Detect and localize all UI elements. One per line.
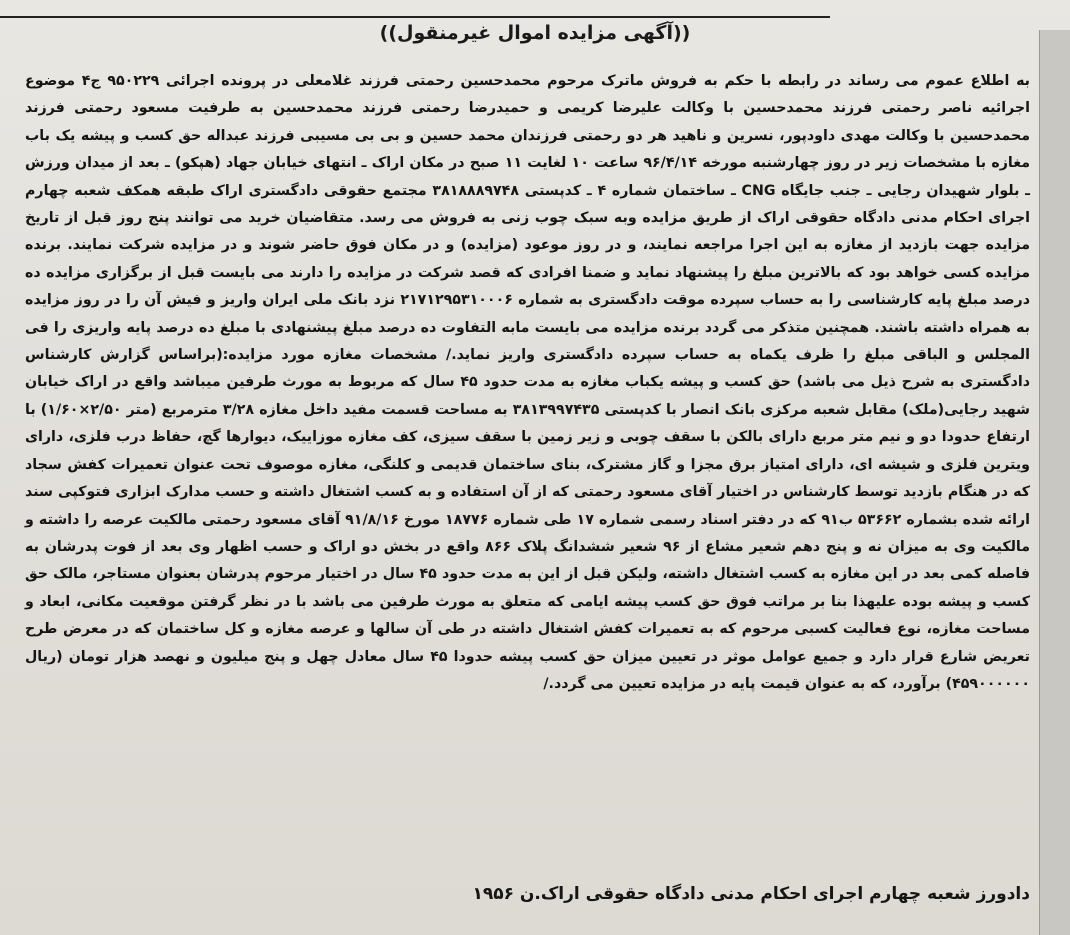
- notice-title: ((آگهی مزایده اموال غیرمنقول)): [379, 22, 691, 44]
- adjacent-column-strip: [1039, 30, 1070, 935]
- notice-body: به اطلاع عموم می رساند در رابطه با حکم به فروش ماترک مرحوم محمدحسین رحمتی فرزند غلامعلی در پرونده اجرائی ۹۵۰۲۲۹ ج۴ موضوع اجرائیه ناصر رحمتی فرزند محمدحسین با وکالت علیرضا کریمی و حمیدرضا رحمتی فرزند محمدحسین به طرفیت مسعود رحمتی فرزند محمدحسین با وکالت مهدی داودپور، نسرین و ناهید هر دو رحمتی فرزندان محمد حسین و بی بی مسیبی فرزند عبداله حق کسب و پیشه یک باب مغازه با مشخصات زیر در روز چهارشنبه مورخه ۹۶/۴/۱۴ ساعت ۱۰ لغایت ۱۱ صبح در مکان اراک ـ انتهای خیابان جهاد (هپکو) ـ بعد از میدان ورزش ـ بلوار شهیدان رجایی ـ جنب جایگاه CNG ـ ساختمان شماره ۴ ـ کدپستی ۳۸۱۸۸۸۹۷۴۸ مجتمع حقوقی دادگستری اراک طبقه همکف شعبه چهارم اجرای احکام مدنی دادگاه حقوقی اراک از طریق مزایده وبه سبک چوب زنی به فروش می رسد. متقاضیان خرید می توانند پنج روز قبل از تاریخ مزایده جهت بازدید از مغازه به این اجرا مراجعه نمایند، و در روز موعود (مزایده) و در مکان فوق حاضر شوند و در مزایده شرکت نمایند. برنده مزایده کسی خواهد بود که بالاترین مبلغ را پیشنهاد نماید و ضمنا افرادی که قصد شرکت در مزایده را دارند می بایست قبل از برگزاری مزایده ده درصد مبلغ پایه کارشناسی را به حساب سپرده موقت دادگستری به شماره ۲۱۷۱۲۹۵۳۱۰۰۰۶ نزد بانک ملی ایران واریز و فیش آن را در روز مزایده به همراه داشته باشند. همچنین متذکر می گردد برنده مزایده می بایست مابه التفاوت ده درصد مبلغ پیشنهادی با مبلغ ده درصد پایه واریزی را فی المجلس و الباقی مبلغ را ظرف یکماه به حساب سپرده دادگستری واریز نماید./ مشخصات مغازه مورد مزایده:(براساس گزارش کارشناس دادگستری به شرح ذیل می باشد) حق کسب و پیشه یکباب مغازه به مدت حدود ۴۵ سال که مربوط به مورث طرفین میباشد واقع در اراک خیابان شهید رجایی(ملک) مقابل شعبه مرکزی بانک انصار با کدپستی ۳۸۱۳۹۹۷۴۳۵ به مساحت قسمت مفید داخل مغازه ۳/۲۸ مترمربع (متر ۲/۵۰×۱/۶۰) با ارتفاع حدودا دو و نیم متر مربع دارای بالکن با سقف چوبی و زیر زمین با سقف سیزی، کف مغازه موزاییک، دیوارها گچ، حفاظ درب فلزی، دارای ویترین فلزی و شیشه ای، دارای امتیاز برق مجزا و گاز مشترک، بنای ساختمان قدیمی و کلنگی، مغازه موصوف تحت عنوان تعمیرات کفش سجاد که در هنگام بازدید توسط کارشناس در اختیار آقای مسعود رحمتی که از آن استفاده و به کسب اشتغال داشته و حسب مدارک ابزاری فتوکپی سند ارائه شده بشماره ۵۳۶۶۲ ب۹۱ که در دفتر اسناد رسمی شماره ۱۷ طی شماره ۱۸۷۷۶ مورخ ۹۱/۸/۱۶ آقای مسعود رحمتی مالکیت عرصه را داشته و مالکیت وی به میزان نه و پنج دهم شعیر مشاع از ۹۶ شعیر ششدانگ پلاک ۸۶۶ واقع در بخش دو اراک و حسب اظهار وی بعد از فوت پدرشان به فاصله کمی بعد در این مغازه به کسب اشتغال داشته، ولیکن قبل از این به مدت حدود ۴۵ سال در اختیار مرحوم پدرشان بعنوان مستاجر، مالک حق کسب و پیشه بوده علیهذا بنا بر مراتب فوق حق کسب پیشه ایامی که متعلق به مورث طرفین می باشد با در نظر گرفتن موقعیت مکانی، ابعاد و مساحت مغازه، نوع فعالیت کسبی مرحوم که به تعمیرات کفش اشتغال داشته در طی آن سالها و عرصه مغازه و کل ساختمان که در معرض طرح تعریض شارع قرار دارد و جمیع عوامل موثر در تعیین میزان حق کسب پیشه حدودا ۴۵ سال معادل چهل و پنج میلیون و نهصد هزار تومان (ریال ۴۵۹۰۰۰۰۰۰) برآورد، که به عنوان قیمت پایه در مزایده تعیین می گردد./: [25, 73, 1031, 692]
- notice-signature: دادورز شعبه چهارم اجرای احکام مدنی دادگاه حقوقی اراک.ن ۱۹۵۶: [472, 884, 1030, 904]
- header-rule: [0, 0, 830, 18]
